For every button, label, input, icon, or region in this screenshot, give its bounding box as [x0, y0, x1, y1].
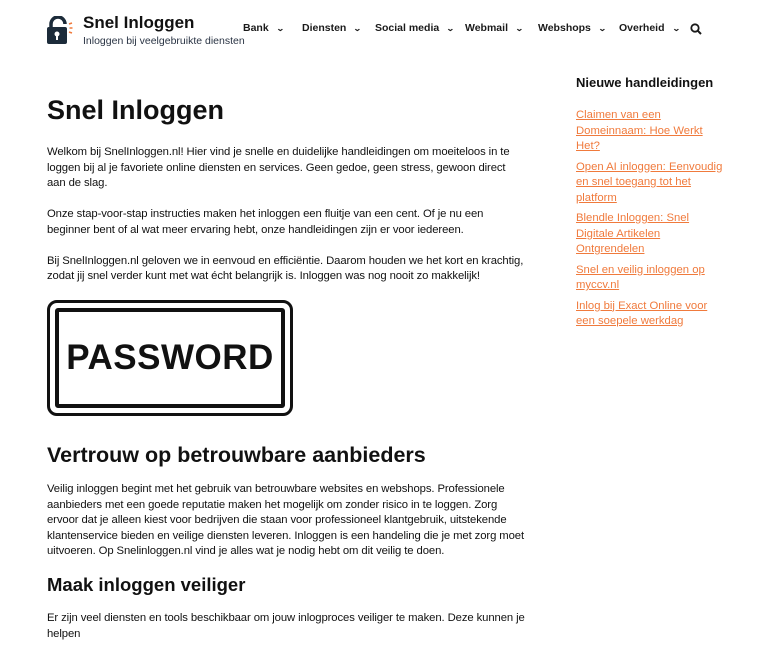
- intro-paragraph: Bij SnelInloggen.nl geloven we in eenvoud en efficiëntie. Daarom houden we het kort en krachtig, zodat jij snel verder kunt met wat écht belangrijk is. Inloggen was nog nooit zo makkelijk!: [47, 254, 524, 282]
- chevron-down-icon: ⌄: [597, 24, 607, 33]
- section-heading: Maak inloggen veiliger: [47, 574, 246, 595]
- nav-label: Social media: [375, 22, 440, 34]
- site-tagline: Inloggen bij veelgebruikte diensten: [83, 35, 245, 47]
- sidebar-link[interactable]: Blendle Inloggen: Snel Digitale Artikelen Ontgrendelen: [576, 212, 690, 255]
- chevron-down-icon: ⌄: [671, 24, 681, 33]
- nav-webshops[interactable]: [538, 22, 606, 34]
- section-paragraph: Er zijn veel diensten en tools beschikbaar om jouw inlogproces veiliger te maken. Deze kunnen je helpen: [47, 612, 525, 640]
- site-logo[interactable]: [47, 14, 245, 47]
- sidebar-link[interactable]: Snel en veilig inloggen op myccv.nl: [576, 263, 705, 291]
- section-heading: Vertrouw op betrouwbare aanbieders: [47, 443, 426, 467]
- intro-paragraph: Welkom bij SnelInloggen.nl! Hier vind je snelle en duidelijke handleidingen om moeiteloos in te loggen bij al je favoriete online diensten en services. Geen gedoe, geen stress, gewoon direct aan de slag.: [47, 146, 510, 189]
- sidebar-link[interactable]: Open AI inloggen: Eenvoudig en snel toegang tot het platform: [576, 160, 723, 204]
- password-image: [47, 300, 293, 416]
- password-image-text: PASSWORD: [55, 308, 285, 408]
- nav-label: Diensten: [302, 22, 347, 34]
- sidebar: [576, 75, 726, 335]
- sidebar-link[interactable]: Inlog bij Exact Online voor een soepele werkdag: [576, 299, 708, 327]
- site-title[interactable]: Snel Inloggen: [83, 13, 195, 32]
- nav-label: Bank: [243, 22, 269, 34]
- chevron-down-icon: ⌄: [353, 24, 363, 33]
- page-title: Snel Inloggen: [47, 95, 225, 125]
- search-button[interactable]: [690, 22, 702, 40]
- section-paragraph: Veilig inloggen begint met het gebruik van betrouwbare websites en webshops. Professionele aanbieders met een goede reputatie maken het mogelijk om zonder risico in te loggen. Zorg ervoor dat je alleen kiest voor bedrijven die staan voor professioneel klantgebruik, uitstekende klantenservice bieden en veilige diensten leveren. Inloggen is een handeling die je met zorg moet uitvoeren. Op Snelinloggen.nl vind je alles wat je nodig hebt om dit veilig te doen.: [47, 483, 525, 557]
- intro-paragraph: Onze stap-voor-stap instructies maken het inloggen een fluitje van een cent. Of je nu een beginner bent of al wat meer ervaring hebt, onze handleidingen zijn er voor iedereen.: [47, 208, 484, 236]
- nav-label: Webshops: [538, 22, 591, 34]
- nav-label: Overheid: [619, 22, 665, 34]
- search-icon: [690, 23, 702, 35]
- chevron-down-icon: ⌄: [275, 24, 285, 33]
- nav-webmail[interactable]: [465, 22, 523, 34]
- main-content: [47, 95, 525, 658]
- nav-overheid[interactable]: [619, 22, 679, 34]
- padlock-icon: [47, 16, 73, 44]
- sidebar-title: Nieuwe handleidingen: [576, 75, 714, 90]
- nav-social-media[interactable]: [375, 22, 454, 34]
- sidebar-link[interactable]: Claimen van een Domeinnaam: Hoe Werkt Het?: [576, 109, 703, 152]
- nav-bank[interactable]: [243, 22, 283, 34]
- chevron-down-icon: ⌄: [514, 24, 524, 33]
- nav-diensten[interactable]: [302, 22, 361, 34]
- chevron-down-icon: ⌄: [446, 24, 455, 33]
- nav-label: Webmail: [465, 22, 508, 34]
